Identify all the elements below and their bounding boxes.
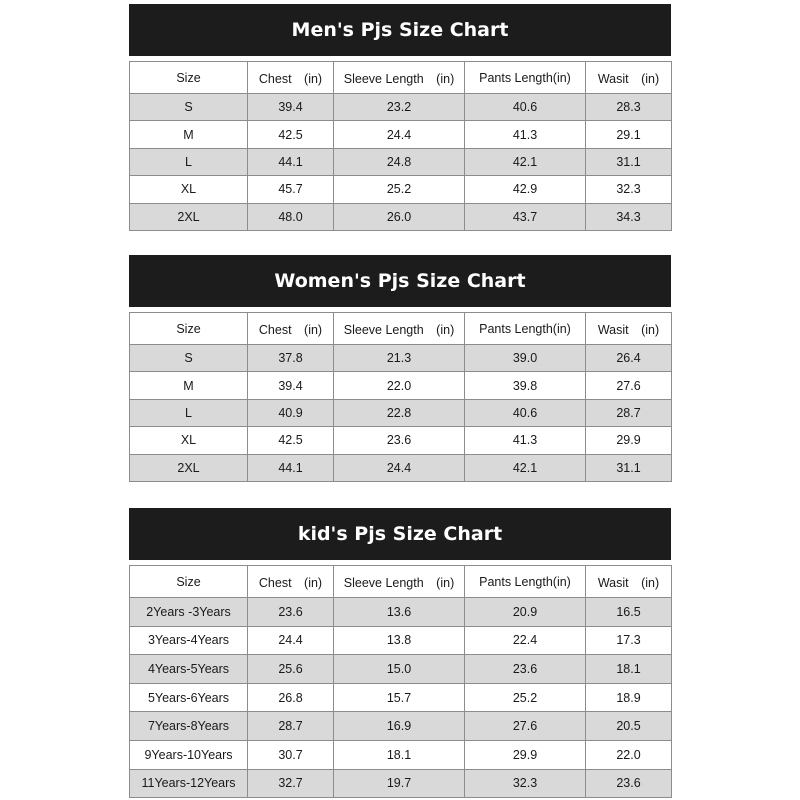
sleeve-cell: 23.2 <box>334 94 465 121</box>
sleeve-cell: 19.7 <box>334 769 465 798</box>
table-row <box>130 769 672 798</box>
waist-cell: 32.3 <box>586 176 672 203</box>
waist-cell: 20.5 <box>586 712 672 741</box>
column-header-waist: Wasit (in) <box>586 62 672 94</box>
sleeve-cell: 22.0 <box>334 372 465 399</box>
waist-cell: 28.7 <box>586 399 672 426</box>
table-row <box>130 427 672 454</box>
table-row <box>130 399 672 426</box>
size-cell: 3Years-4Years <box>130 626 248 655</box>
table-row <box>130 598 672 627</box>
chest-cell: 37.8 <box>248 345 334 372</box>
pants-cell: 40.6 <box>465 94 586 121</box>
sleeve-cell: 15.7 <box>334 683 465 712</box>
size-cell: 2XL <box>130 203 248 230</box>
pants-cell: 39.0 <box>465 345 586 372</box>
waist-cell: 29.9 <box>586 427 672 454</box>
pants-cell: 42.1 <box>465 454 586 481</box>
waist-cell: 18.1 <box>586 655 672 684</box>
pants-cell: 32.3 <box>465 769 586 798</box>
waist-cell: 31.1 <box>586 148 672 175</box>
column-header-chest: Chest (in) <box>248 566 334 598</box>
pants-cell: 43.7 <box>465 203 586 230</box>
waist-cell: 28.3 <box>586 94 672 121</box>
size-cell: 7Years-8Years <box>130 712 248 741</box>
chest-cell: 32.7 <box>248 769 334 798</box>
column-header-waist: Wasit (in) <box>586 313 672 345</box>
column-header-sleeve-length: Sleeve Length (in) <box>334 313 465 345</box>
chart-title: Men's Pjs Size Chart <box>129 4 671 56</box>
chest-cell: 28.7 <box>248 712 334 741</box>
pants-cell: 41.3 <box>465 427 586 454</box>
table-row <box>130 712 672 741</box>
column-header-pants-length: Pants Length(in) <box>465 566 586 598</box>
chart-title: kid's Pjs Size Chart <box>129 508 671 560</box>
size-cell: S <box>130 345 248 372</box>
chest-cell: 39.4 <box>248 372 334 399</box>
sleeve-cell: 25.2 <box>334 176 465 203</box>
size-cell: XL <box>130 427 248 454</box>
waist-cell: 26.4 <box>586 345 672 372</box>
pants-cell: 25.2 <box>465 683 586 712</box>
table-row <box>130 203 672 230</box>
size-cell: 9Years-10Years <box>130 740 248 769</box>
sleeve-cell: 13.6 <box>334 598 465 627</box>
waist-cell: 29.1 <box>586 121 672 148</box>
sleeve-cell: 18.1 <box>334 740 465 769</box>
column-header-pants-length: Pants Length(in) <box>465 62 586 94</box>
waist-cell: 34.3 <box>586 203 672 230</box>
sleeve-cell: 24.8 <box>334 148 465 175</box>
column-header-sleeve-length: Sleeve Length (in) <box>334 566 465 598</box>
size-table <box>129 565 672 798</box>
pants-cell: 27.6 <box>465 712 586 741</box>
chest-cell: 44.1 <box>248 454 334 481</box>
column-header-size: Size <box>130 566 248 598</box>
table-row <box>130 148 672 175</box>
chest-cell: 48.0 <box>248 203 334 230</box>
column-header-size: Size <box>130 313 248 345</box>
kids-size-chart <box>129 508 671 798</box>
pants-cell: 29.9 <box>465 740 586 769</box>
chest-cell: 40.9 <box>248 399 334 426</box>
column-header-chest: Chest (in) <box>248 313 334 345</box>
table-row <box>130 121 672 148</box>
chest-cell: 25.6 <box>248 655 334 684</box>
chest-cell: 42.5 <box>248 427 334 454</box>
table-row <box>130 345 672 372</box>
waist-cell: 16.5 <box>586 598 672 627</box>
column-header-waist: Wasit (in) <box>586 566 672 598</box>
sleeve-cell: 15.0 <box>334 655 465 684</box>
sleeve-cell: 22.8 <box>334 399 465 426</box>
waist-cell: 31.1 <box>586 454 672 481</box>
size-cell: 2Years -3Years <box>130 598 248 627</box>
column-header-sleeve-length: Sleeve Length (in) <box>334 62 465 94</box>
size-cell: 4Years-5Years <box>130 655 248 684</box>
size-table <box>129 312 672 482</box>
size-cell: S <box>130 94 248 121</box>
table-header-row <box>130 62 672 94</box>
size-cell: 2XL <box>130 454 248 481</box>
waist-cell: 23.6 <box>586 769 672 798</box>
sleeve-cell: 16.9 <box>334 712 465 741</box>
table-row <box>130 454 672 481</box>
sleeve-cell: 13.8 <box>334 626 465 655</box>
sleeve-cell: 24.4 <box>334 454 465 481</box>
chest-cell: 24.4 <box>248 626 334 655</box>
size-cell: XL <box>130 176 248 203</box>
chest-cell: 42.5 <box>248 121 334 148</box>
table-row <box>130 372 672 399</box>
column-header-size: Size <box>130 62 248 94</box>
column-header-chest: Chest (in) <box>248 62 334 94</box>
chest-cell: 30.7 <box>248 740 334 769</box>
waist-cell: 17.3 <box>586 626 672 655</box>
sleeve-cell: 21.3 <box>334 345 465 372</box>
pants-cell: 42.1 <box>465 148 586 175</box>
pants-cell: 20.9 <box>465 598 586 627</box>
waist-cell: 18.9 <box>586 683 672 712</box>
chest-cell: 44.1 <box>248 148 334 175</box>
table-row <box>130 683 672 712</box>
table-row <box>130 740 672 769</box>
pants-cell: 41.3 <box>465 121 586 148</box>
size-cell: 11Years-12Years <box>130 769 248 798</box>
column-header-pants-length: Pants Length(in) <box>465 313 586 345</box>
womens-size-chart <box>129 255 671 482</box>
size-table <box>129 61 672 231</box>
waist-cell: 22.0 <box>586 740 672 769</box>
waist-cell: 27.6 <box>586 372 672 399</box>
table-row <box>130 626 672 655</box>
pants-cell: 39.8 <box>465 372 586 399</box>
sleeve-cell: 24.4 <box>334 121 465 148</box>
table-row <box>130 176 672 203</box>
size-cell: M <box>130 121 248 148</box>
chest-cell: 23.6 <box>248 598 334 627</box>
table-header-row <box>130 566 672 598</box>
table-row <box>130 655 672 684</box>
pants-cell: 40.6 <box>465 399 586 426</box>
size-cell: L <box>130 399 248 426</box>
size-cell: M <box>130 372 248 399</box>
pants-cell: 42.9 <box>465 176 586 203</box>
chart-title: Women's Pjs Size Chart <box>129 255 671 307</box>
size-cell: L <box>130 148 248 175</box>
sleeve-cell: 23.6 <box>334 427 465 454</box>
table-header-row <box>130 313 672 345</box>
size-cell: 5Years-6Years <box>130 683 248 712</box>
table-row <box>130 94 672 121</box>
pants-cell: 22.4 <box>465 626 586 655</box>
chest-cell: 26.8 <box>248 683 334 712</box>
chest-cell: 45.7 <box>248 176 334 203</box>
sleeve-cell: 26.0 <box>334 203 465 230</box>
mens-size-chart <box>129 4 671 231</box>
chest-cell: 39.4 <box>248 94 334 121</box>
pants-cell: 23.6 <box>465 655 586 684</box>
